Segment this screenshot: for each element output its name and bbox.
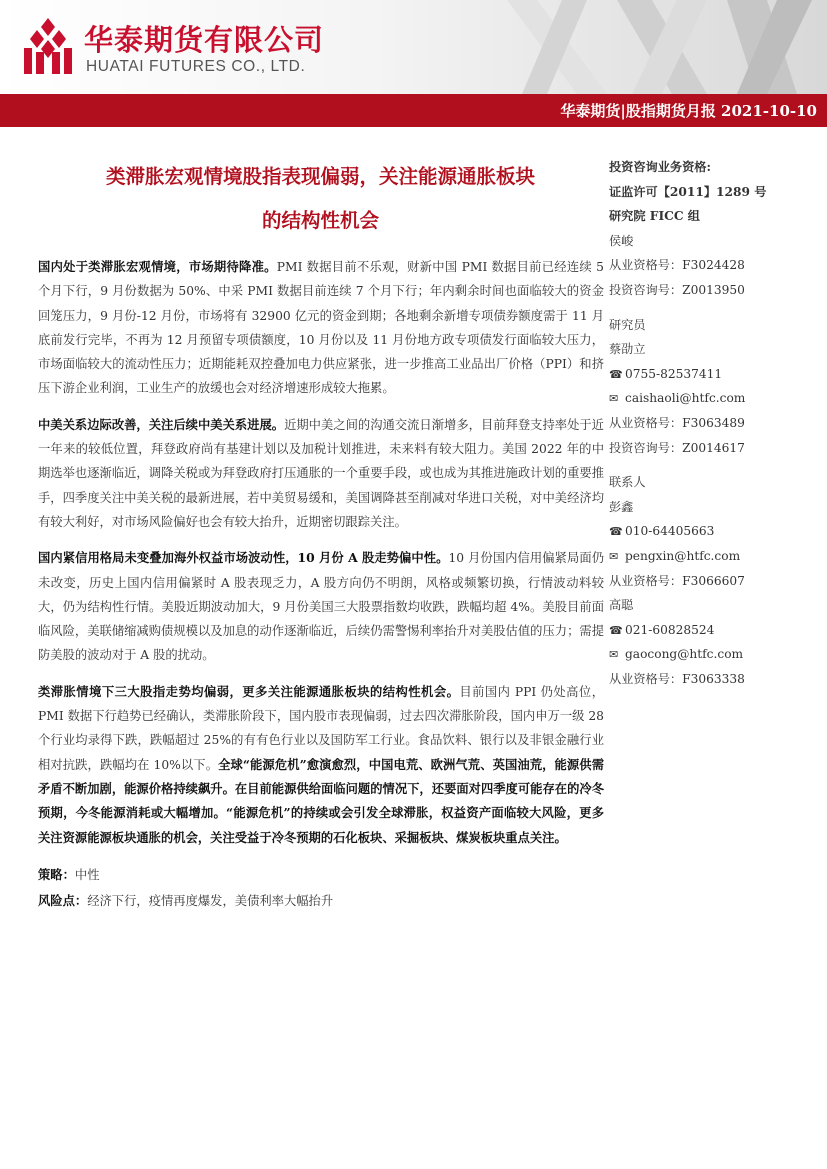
company-name-en: HUATAI FUTURES CO., LTD.: [86, 58, 306, 75]
contact-email[interactable]: [609, 544, 819, 569]
analyst-advisory: 投资咨询号：Z0013950: [609, 282, 745, 297]
report-body: [38, 255, 604, 914]
phone-value: 010-64405663: [625, 524, 715, 539]
paragraph-text: 目前国内 PPI 仍处高位，PMI 数据下行趋势已经确认，类滞胀阶段下，国内股市表现偏弱，过去四次滞胀阶段，国内申万一级 28 个行业均录得下跌，跌幅超过 25%的有有色行业以及国防军工行业。食品饮料、银行以及非银金融行业相对抗跌，跌幅均在 10%以下。: [38, 684, 604, 772]
analyst-sidebar: [609, 155, 819, 691]
qualification-title: 投资咨询业务资格:: [609, 160, 711, 174]
contact-email[interactable]: [609, 642, 819, 667]
huatai-logo-icon: [22, 18, 74, 74]
company-name-cn: 华泰期货有限公司: [84, 23, 325, 57]
paragraph-lead: 中美关系边际改善，关注后续中美关系进展。: [38, 416, 285, 432]
email-icon: ✉: [609, 648, 619, 662]
paragraph-lead: 类滞胀情境下三大股指走势均偏弱，更多关注能源通胀板块的结构性机会。: [38, 683, 460, 699]
strategy-line: [38, 862, 604, 888]
researcher-cert: 从业资格号：F3063489: [609, 415, 745, 430]
researcher-email[interactable]: [609, 386, 819, 411]
header-decoration: [467, 0, 827, 94]
contact-name: 彭鑫: [609, 499, 634, 514]
phone-icon: ☎: [609, 525, 623, 539]
contact-label: 联系人: [609, 475, 646, 490]
paragraph-lead: 国内处于类滞胀宏观情境，市场期待降准。: [38, 259, 277, 274]
researcher-advisory: 投资咨询号：Z0014617: [609, 440, 745, 455]
email-value[interactable]: gaocong@htfc.com: [625, 647, 744, 662]
risk-value: 经济下行，疫情再度爆发，美债利率大幅抬升: [87, 893, 334, 908]
strategy-label: 策略：: [38, 866, 75, 882]
institute-name: 研究院 FICC 组: [609, 209, 700, 224]
page-header: [0, 0, 827, 94]
contact-phone: [609, 618, 819, 643]
email-value[interactable]: pengxin@htfc.com: [625, 548, 741, 563]
phone-value: 021-60828524: [625, 622, 715, 637]
title-line-2: 的结构性机会: [261, 209, 379, 232]
researcher-phone: [609, 362, 819, 387]
paragraph-a-share: [38, 546, 604, 667]
contact-cert: 从业资格号：F3063338: [609, 671, 745, 686]
analyst-name: 侯峻: [609, 233, 634, 248]
strategy-value: 中性: [74, 867, 100, 882]
contact-phone: [609, 519, 819, 544]
paragraph-text: 10 月份国内信用偏紧局面仍未改变，历史上国内信用偏紧时 A 股表现乏力，A 股方向仍不明朗，风格或频繁切换，行情波动料较大，仍为结构性行情。美股近期波动加大，9 月份美国三大股票指数均收跌，跌幅均超 4%。美股目前面临风险，美联储缩减购债规模以及加息的动作逐渐临近，后续仍需警惕利率抬升对美股估值的压力；需提防美股的波动对于 A 股的扰动。: [38, 551, 604, 663]
email-value[interactable]: caishaoli@htfc.com: [625, 391, 746, 406]
email-icon: ✉: [609, 549, 619, 563]
paragraph-sino-us: [38, 413, 604, 534]
paragraph-text: 近期中美之间的沟通交流日渐增多，目前拜登支持率处于近一年来的较低位置，拜登政府尚有基建计划以及加税计划推进，未来料有较大阻力。美国 2022 年的中期选举也逐渐临近，调降关税或为拜登政府打压通胀的一个重要手段，或也成为其推进施政计划的重要推手，四季度关注中美关税的最新进展，若中美贸易缓和，美国调降甚至削减对华进口关税，对中美经济均有较大利好，对市场风险偏好也会有较大抬升，近期密切跟踪关注。: [38, 417, 604, 529]
paragraph-macro: [38, 255, 604, 401]
phone-icon: ☎: [609, 367, 623, 381]
phone-icon: ☎: [609, 623, 623, 637]
paragraph-text: PMI 数据目前不乐观，财新中国 PMI 数据目前已经连续 5 个月下行，9 月份数据为 50%、中采 PMI 数据目前连续 7 个月下行；年内剩余时间也面临较大的资金回笼压力，9 月份-12 月份，市场将有 32900 亿元的资金到期；各地剩余新增专项债券额度需于 11 月底前发行完毕，不再为 12 月预留专项债额度，10 月份以及 11 月份地方政专项债发行面临较大压力，市场面临较大的流动性压力；近期能耗双控叠加电力供应紧张，进一步推高工业品出厂价格（PPI）和挤压下游企业利润，工业生产的放缓也会对经济增速形成较大拖累。: [38, 260, 604, 396]
paragraph-stagflation: [38, 680, 604, 850]
researcher-label: 研究员: [609, 317, 646, 332]
license-number: 证监许可【2011】1289 号: [609, 184, 767, 199]
phone-value: 0755-82537411: [625, 366, 723, 381]
analyst-cert: 从业资格号：F3024428: [609, 258, 745, 273]
paragraph-emphasis: 全球“能源危机”愈演愈烈，中国电荒、欧洲气荒、英国油荒，能源供需矛盾不断加剧，能源价格持续飙升。在目前能源供给面临问题的情况下，还要面对四季度可能存在的冷冬预期，今冬能源消耗或大幅增加。“能源危机”的持续或会引发全球滞胀，权益资产面临较大风险，更多关注资源能源板块通胀的机会，关注受益于冷冬预期的石化板块、采掘板块、煤炭板块重点关注。: [38, 756, 604, 845]
contact-cert: 从业资格号：F3066607: [609, 573, 745, 588]
risk-line: [38, 888, 604, 914]
title-line-1: 类滞胀宏观情境股指表现偏弱，关注能源通胀板块: [105, 165, 535, 188]
researcher-name: 蔡劭立: [609, 342, 646, 357]
email-icon: ✉: [609, 392, 619, 406]
contact-name: 高聪: [609, 598, 634, 613]
report-tag: 华泰期货|股指期货月报 2021-10-10: [560, 102, 817, 120]
risk-label: 风险点：: [38, 892, 88, 908]
report-title: [38, 155, 603, 243]
paragraph-lead: 国内紧信用格局未变叠加海外权益市场波动性，10 月份 A 股走势偏中性。: [38, 550, 449, 566]
